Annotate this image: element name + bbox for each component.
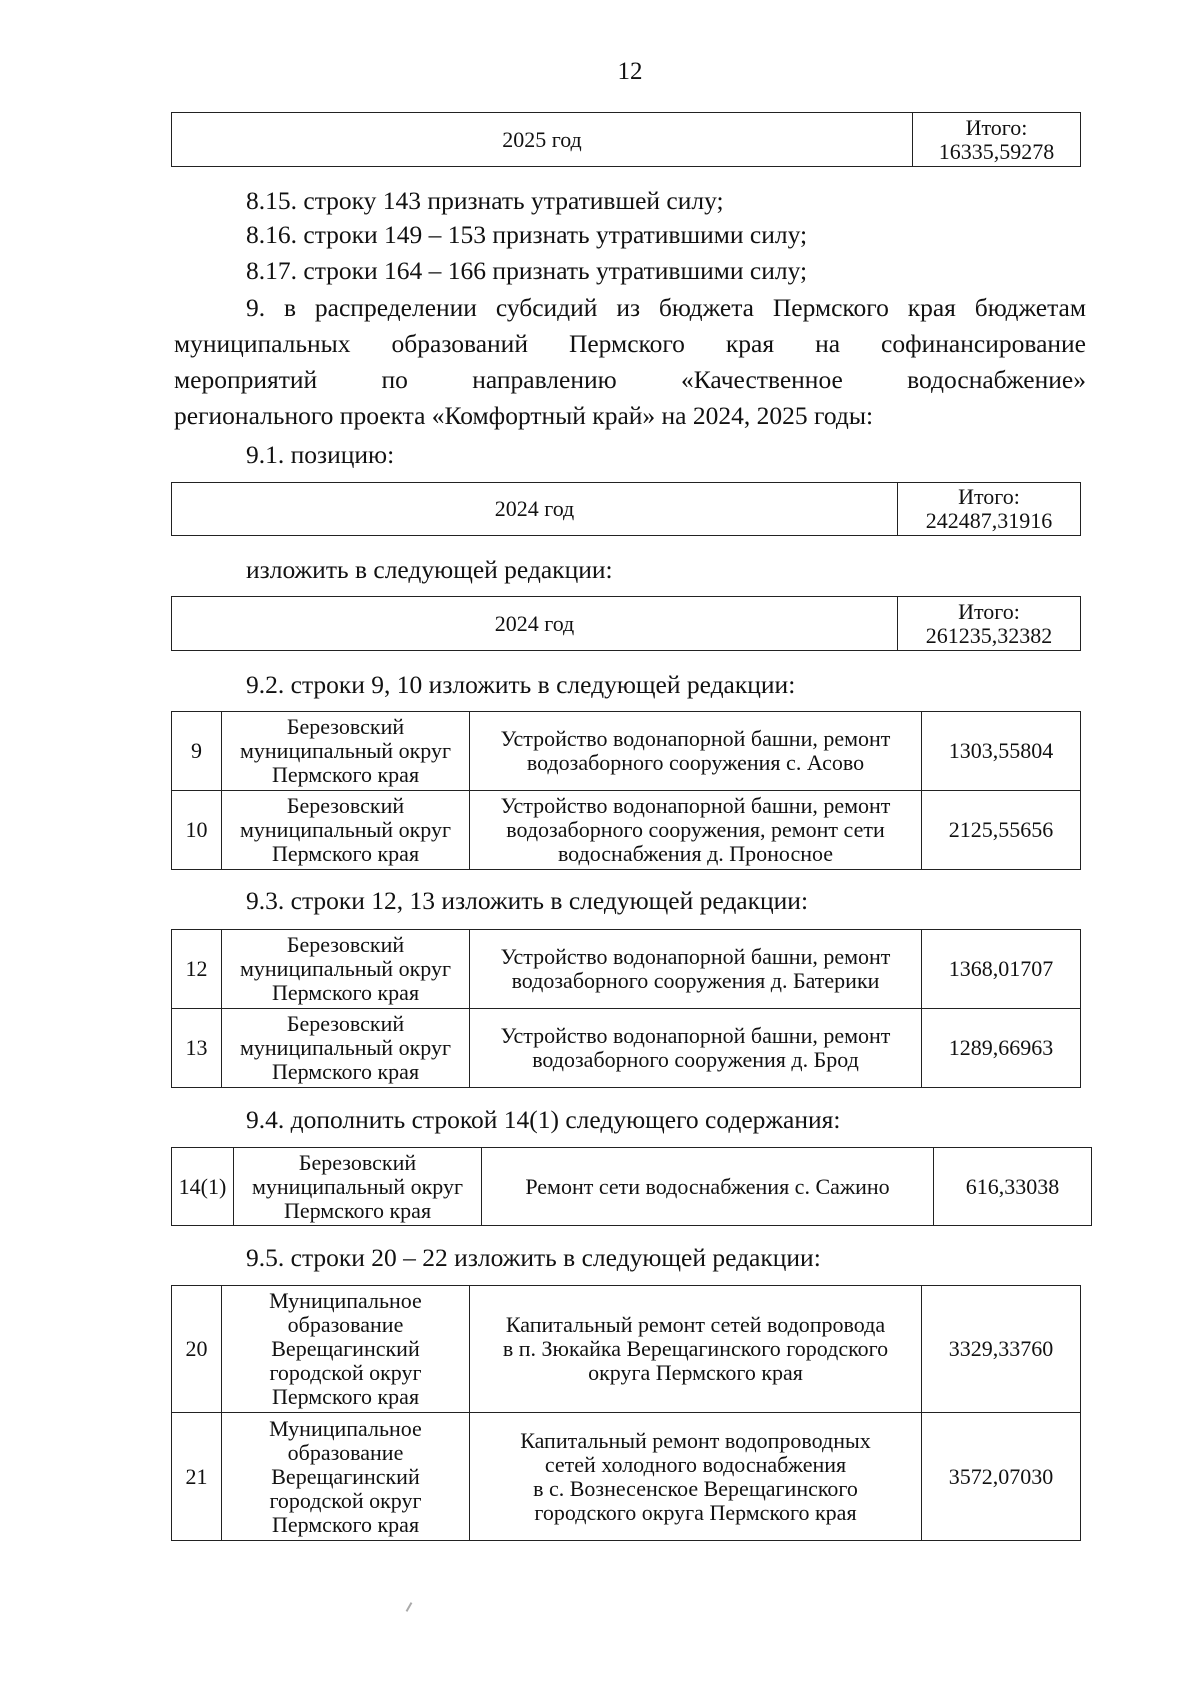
municipality-cell bbox=[234, 1148, 482, 1226]
municipality-cell-line: муниципальный округ bbox=[239, 817, 451, 842]
page-number: 12 bbox=[617, 58, 643, 85]
work-description-cell-line: Капитальный ремонт водопроводных bbox=[520, 1427, 871, 1453]
table-row bbox=[172, 930, 1081, 1009]
summary-table-2024-new bbox=[171, 596, 1081, 651]
row-number: 21 bbox=[172, 1413, 222, 1541]
amount-cell: 2125,55656 bbox=[922, 791, 1081, 870]
section-9-line: регионального проекта «Комфортный край» на 2024, 2025 годы: bbox=[174, 401, 874, 430]
municipality-cell-line: муниципальный округ bbox=[239, 1035, 451, 1060]
summary-year-label: 2024 год bbox=[172, 597, 898, 651]
work-description-cell bbox=[470, 1009, 922, 1088]
work-description-cell-line: водозаборного сооружения д. Батерики bbox=[511, 968, 880, 993]
row-number: 12 bbox=[172, 930, 222, 1009]
summary-year-label: 2024 год bbox=[172, 483, 898, 536]
table-row bbox=[172, 1009, 1081, 1088]
work-description-cell-line: Устройство водонапорной башни, ремонт bbox=[500, 793, 891, 818]
municipality-cell bbox=[222, 930, 470, 1009]
item-8-16: 8.16. строки 149 – 153 признать утратившими силу; bbox=[246, 220, 808, 249]
municipality-cell-line: муниципальный округ bbox=[251, 1173, 463, 1199]
municipality-cell-line: Березовский bbox=[286, 1011, 405, 1036]
municipality-cell-line: Березовский bbox=[298, 1149, 417, 1175]
municipality-cell-line: городской округ bbox=[269, 1360, 422, 1385]
summary-total-cell bbox=[898, 597, 1081, 651]
row-number: 13 bbox=[172, 1009, 222, 1088]
summary-table-2025 bbox=[171, 112, 1081, 167]
work-description-cell bbox=[470, 791, 922, 870]
table-9-2 bbox=[171, 711, 1081, 870]
municipality-cell-line: муниципальный округ bbox=[239, 956, 451, 981]
summary-total-value: 242487,31916 bbox=[925, 508, 1053, 533]
municipality-cell-line: образование bbox=[287, 1312, 404, 1337]
summary-total-cell bbox=[913, 113, 1081, 167]
municipality-cell-line: Верещагинский bbox=[271, 1336, 420, 1361]
summary-total-label: Итого: bbox=[958, 484, 1020, 509]
municipality-cell bbox=[222, 1286, 470, 1413]
work-description-cell-line: Ремонт сети водоснабжения с. Сажино bbox=[525, 1173, 890, 1199]
table-9-5 bbox=[171, 1285, 1081, 1541]
municipality-cell-line: Пермского края bbox=[283, 1197, 432, 1223]
municipality-cell-line: Верещагинский bbox=[271, 1463, 420, 1489]
work-description-cell bbox=[482, 1148, 934, 1226]
item-9-3: 9.3. строки 12, 13 изложить в следующей редакции: bbox=[246, 886, 809, 915]
municipality-cell-line: Пермского края bbox=[271, 1059, 420, 1084]
work-description-cell-line: водозаборного сооружения с. Асово bbox=[526, 750, 865, 775]
scan-mark bbox=[406, 1602, 413, 1612]
summary-total-value: 16335,59278 bbox=[938, 138, 1055, 164]
work-description-cell-line: Устройство водонапорной башни, ремонт bbox=[500, 944, 891, 969]
work-description-cell bbox=[470, 930, 922, 1009]
table-row bbox=[172, 1148, 1092, 1226]
work-description-cell bbox=[470, 1413, 922, 1541]
table-row bbox=[172, 1286, 1081, 1413]
municipality-cell bbox=[222, 712, 470, 791]
table-row bbox=[172, 1413, 1081, 1541]
row-number: 14(1) bbox=[172, 1148, 234, 1226]
table-row bbox=[172, 712, 1081, 791]
summary-total-label: Итого: bbox=[965, 114, 1028, 140]
work-description-cell-line: в п. Зюкайка Верещагинского городского bbox=[502, 1336, 889, 1361]
amount-cell: 3572,07030 bbox=[922, 1413, 1081, 1541]
table-9-3 bbox=[171, 929, 1081, 1088]
amount-cell: 1368,01707 bbox=[922, 930, 1081, 1009]
row-number: 20 bbox=[172, 1286, 222, 1413]
municipality-cell-line: Березовский bbox=[286, 714, 405, 739]
work-description-cell-line: Устройство водонапорной башни, ремонт bbox=[500, 726, 891, 751]
municipality-cell-line: Пермского края bbox=[271, 841, 420, 866]
amount-cell: 616,33038 bbox=[934, 1148, 1092, 1226]
amount-cell: 1303,55804 bbox=[922, 712, 1081, 791]
work-description-cell-line: Устройство водонапорной башни, ремонт bbox=[500, 1023, 891, 1048]
municipality-cell-line: Пермского края bbox=[271, 1384, 420, 1409]
table-9-4 bbox=[171, 1147, 1092, 1226]
municipality-cell-line: Муниципальное bbox=[269, 1288, 422, 1313]
table-row bbox=[172, 791, 1081, 870]
item-9-5: 9.5. строки 20 – 22 изложить в следующей редакции: bbox=[246, 1243, 821, 1272]
municipality-cell-line: Березовский bbox=[286, 932, 405, 957]
summary-total-value: 261235,32382 bbox=[925, 622, 1053, 648]
section-9-line: муниципальных образований Пермского края на софинансирование bbox=[174, 329, 1086, 358]
work-description-cell-line: Капитальный ремонт сетей водопровода bbox=[505, 1312, 886, 1337]
item-9-4: 9.4. дополнить строкой 14(1) следующего содержания: bbox=[246, 1105, 841, 1134]
summary-table-2024-old bbox=[171, 482, 1081, 536]
item-8-17: 8.17. строки 164 – 166 признать утратившими силу; bbox=[246, 256, 808, 285]
municipality-cell bbox=[222, 1009, 470, 1088]
row-number: 10 bbox=[172, 791, 222, 870]
work-description-cell-line: в с. Вознесенское Верещагинского bbox=[533, 1475, 858, 1501]
municipality-cell-line: образование bbox=[287, 1439, 404, 1465]
municipality-cell bbox=[222, 791, 470, 870]
summary-total-label: Итого: bbox=[958, 598, 1020, 624]
section-9-paragraph bbox=[174, 290, 1086, 434]
work-description-cell-line: округа Пермского края bbox=[588, 1360, 803, 1385]
work-description-cell-line: водоснабжения д. Проносное bbox=[557, 841, 834, 866]
amount-cell: 3329,33760 bbox=[922, 1286, 1081, 1413]
work-description-cell bbox=[470, 1286, 922, 1413]
municipality-cell-line: Пермского края bbox=[271, 762, 420, 787]
item-9-2: 9.2. строки 9, 10 изложить в следующей редакции: bbox=[246, 670, 796, 699]
work-description-cell-line: водозаборного сооружения д. Брод bbox=[532, 1047, 859, 1072]
work-description-cell-line: городского округа Пермского края bbox=[534, 1499, 857, 1525]
work-description-cell-line: водозаборного сооружения, ремонт сети bbox=[506, 817, 885, 842]
item-9-1: 9.1. позицию: bbox=[246, 440, 395, 469]
municipality-cell-line: Березовский bbox=[286, 793, 405, 818]
item-8-15: 8.15. строку 143 признать утратившей силу; bbox=[246, 186, 724, 215]
work-description-cell bbox=[470, 712, 922, 791]
municipality-cell-line: городской округ bbox=[269, 1487, 422, 1513]
summary-year-label: 2025 год bbox=[172, 113, 913, 167]
new-edition-text: изложить в следующей редакции: bbox=[246, 555, 613, 584]
work-description-cell-line: сетей холодного водоснабжения bbox=[544, 1451, 847, 1477]
section-9-line: 9. в распределении субсидий из бюджета Пермского края бюджетам bbox=[246, 293, 1086, 322]
municipality-cell-line: Муниципальное bbox=[269, 1415, 422, 1441]
summary-total-cell bbox=[898, 483, 1081, 536]
municipality-cell bbox=[222, 1413, 470, 1541]
municipality-cell-line: Пермского края bbox=[271, 980, 420, 1005]
amount-cell: 1289,66963 bbox=[922, 1009, 1081, 1088]
municipality-cell-line: Пермского края bbox=[271, 1511, 420, 1537]
municipality-cell-line: муниципальный округ bbox=[239, 738, 451, 763]
row-number: 9 bbox=[172, 712, 222, 791]
section-9-line: мероприятий по направлению «Качественное водоснабжение» bbox=[174, 365, 1086, 394]
